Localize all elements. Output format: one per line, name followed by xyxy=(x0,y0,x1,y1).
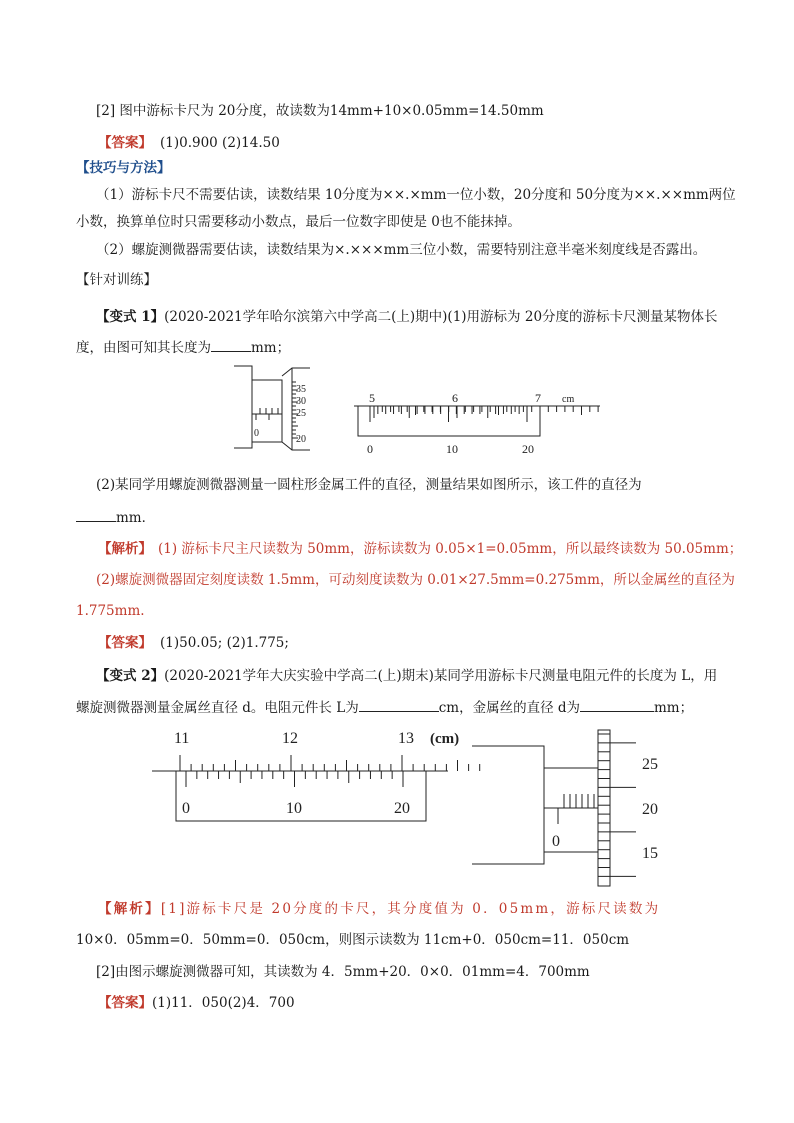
v1-question-text2: 度，由图可知其长度为 xyxy=(76,340,211,356)
main-scale-label: 6 xyxy=(452,391,458,405)
training-title: 【针对训练】 xyxy=(76,272,157,288)
v1-q2-line1: (2)某同学用螺旋测微器测量一圆柱形金属工件的直径，测量结果如图所示，该工件的直径为 xyxy=(96,477,642,493)
v1-q2-line2 xyxy=(76,507,155,528)
answer-label: 【答案】 xyxy=(98,635,152,651)
thimble-label: 20 xyxy=(296,434,306,445)
answer-text: (1)0.900 (2)14.50 xyxy=(160,135,280,151)
vernier-label: 0 xyxy=(182,800,190,817)
v2-analysis-line3: [2]由图示螺旋测微器可知，其读数为 4．5mm+20．0×0．01mm=4．700mm xyxy=(96,964,590,980)
v1-question-text: (2020-2021学年哈尔滨第六中学高二(上)期中)(1)用游标为 20分度的游标卡尺测量某物体长 xyxy=(164,309,718,325)
v1-q2-unit: mm． xyxy=(116,510,156,526)
v1-analysis-line2: (2)螺旋测微器固定刻度读数 1.5mm，可动刻度读数为 0.01×27.5mm=0.275mm，所以金属丝的直径为 xyxy=(96,572,735,588)
v2-caliper-figure xyxy=(150,727,460,827)
vernier-label: 10 xyxy=(286,800,302,817)
v2-label: 【变式 2】 xyxy=(96,668,165,684)
thimble-label: 35 xyxy=(296,384,306,395)
main-scale-ticks xyxy=(180,755,480,771)
frame-anvil xyxy=(472,746,544,864)
main-scale-unit: (cm) xyxy=(430,731,460,747)
tips-p1-line2: 小数，换算单位时只需要移动小数点，最后一位数字即使是 0也不能抹掉。 xyxy=(76,214,521,230)
thimble-label: 15 xyxy=(642,845,658,862)
main-scale-label: 5 xyxy=(369,391,375,405)
v2-analysis-line2: 10×0．05mm=0．50mm=0．050cm，则图示读数为 11cm+0．050cm=11．050cm xyxy=(76,932,630,948)
v2-question-text3: cm，金属丝的直径 d为 xyxy=(438,700,580,716)
v2-micrometer-figure xyxy=(470,724,670,888)
v1-question-line1 xyxy=(96,307,718,327)
main-scale-ticks xyxy=(374,406,598,418)
answer-blank xyxy=(76,507,116,522)
tips-p1-line1: （1）游标卡尺不需要估读，读数结果 10分度为××.×mm一位小数，20分度和 50分度为××.××mm两位 xyxy=(96,187,736,203)
v2-question-text: (2020-2021学年大庆实验中学高二(上)期末)某同学用游标卡尺测量电阻元件的长度为 L，用 xyxy=(164,668,718,684)
frame-anvil xyxy=(234,366,252,448)
analysis-text: [1]游标卡尺是 20分度的卡尺，其分度值为 0．05mm，游标尺读数为 xyxy=(160,901,661,917)
thimble-label: 20 xyxy=(642,801,658,818)
vernier-scale-ticks xyxy=(186,771,403,787)
answer-blank xyxy=(580,697,654,712)
analysis-label: 【解析】 xyxy=(98,541,152,557)
sleeve-zero-label: 0 xyxy=(552,833,560,850)
v1-unit: mm； xyxy=(251,340,291,356)
v1-label: 【变式 1】 xyxy=(96,309,165,325)
v2-answer-line xyxy=(98,993,295,1013)
v2-question-line1 xyxy=(96,666,717,686)
v1-question-line2 xyxy=(76,337,290,358)
thimble-label: 25 xyxy=(642,756,658,773)
tips-p2: （2）螺旋测微器需要估读，读数结果为×.×××mm三位小数，需要特别注意半毫米刻度线是否露出。 xyxy=(96,242,707,258)
v2-question-line2 xyxy=(76,697,693,718)
answer-blank xyxy=(359,697,439,712)
thimble xyxy=(598,730,610,886)
vernier-label: 20 xyxy=(394,800,410,817)
main-scale-label: 12 xyxy=(282,730,298,747)
v2-analysis-line1 xyxy=(98,899,660,919)
answer-label: 【答案】 xyxy=(98,995,152,1011)
v2-unit: mm； xyxy=(654,700,694,716)
vernier-label: 10 xyxy=(446,442,458,456)
v1-caliper-figure xyxy=(352,390,602,462)
vernier-label: 20 xyxy=(522,442,534,456)
answer-line xyxy=(98,133,280,153)
v1-micrometer-figure xyxy=(232,362,312,454)
vernier-scale-ticks xyxy=(370,406,527,422)
analysis-label: 【解析】 xyxy=(98,901,161,917)
sleeve-ticks xyxy=(558,794,594,824)
answer-text: (1)50.05; (2)1.775; xyxy=(160,635,289,651)
main-scale-label: 13 xyxy=(398,730,414,747)
thimble-label: 25 xyxy=(296,408,306,419)
answer-text: (1)11．050(2)4．700 xyxy=(152,995,295,1011)
main-scale-unit: cm xyxy=(562,394,575,405)
thimble-ticks xyxy=(598,734,636,876)
thimble-label: 30 xyxy=(296,396,306,407)
answer-label: 【答案】 xyxy=(98,135,152,151)
v1-answer-line xyxy=(98,633,289,653)
tips-title: 【技巧与方法】 xyxy=(76,160,171,176)
analysis-text: (1) 游标卡尺主尺读数为 50mm，游标读数为 0.05×1=0.05mm，所以最终读数为 50.05mm； xyxy=(158,541,743,557)
v1-analysis-line3: 1.775mm. xyxy=(76,603,145,619)
solution-line: [2] 图中游标卡尺为 20分度，故读数为14mm+10×0.05mm=14.50mm xyxy=(96,103,544,119)
vernier-label: 0 xyxy=(367,442,373,456)
answer-blank xyxy=(211,337,251,352)
sleeve-zero-label: 0 xyxy=(254,428,259,439)
main-scale-label: 11 xyxy=(174,730,190,747)
v2-question-text2: 螺旋测微器测量金属丝直径 d。电阻元件长 L为 xyxy=(76,700,359,716)
v1-analysis-line1 xyxy=(98,539,742,559)
main-scale-label: 7 xyxy=(535,391,541,405)
